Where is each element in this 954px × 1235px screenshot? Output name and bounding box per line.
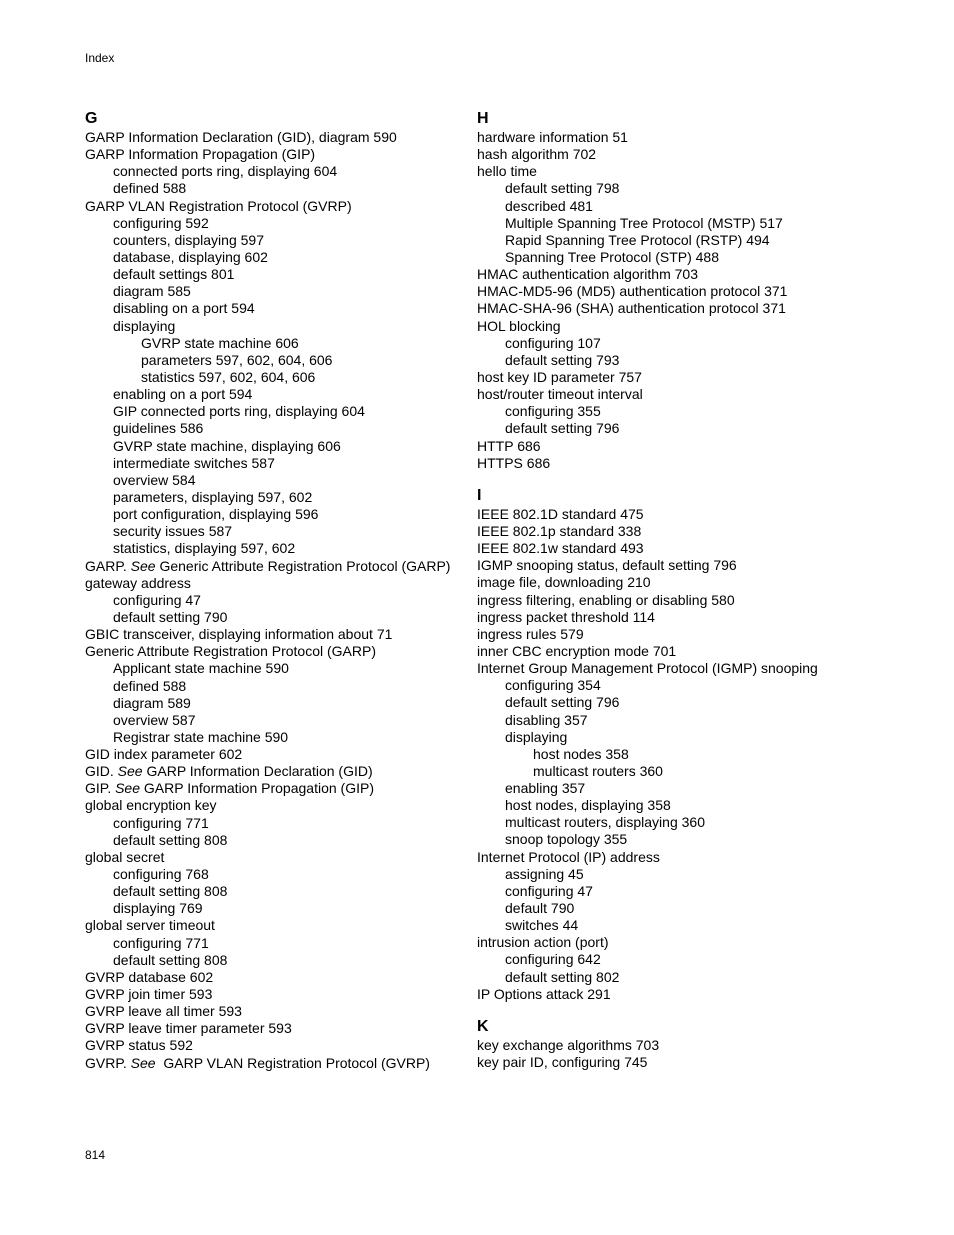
index-subentry: guidelines 586 [113,420,204,437]
entry-term: GVRP. [85,1054,131,1071]
index-entry [85,763,470,780]
index-subentry: intermediate switches 587 [113,454,275,471]
index-subentry: displaying [505,728,568,745]
index-entry: IEEE 802.1p standard 338 [477,522,642,539]
index-subentry: switches 44 [505,917,579,934]
index-subentry: enabling on a port 594 [113,386,253,403]
index-entry: IP Options attack 291 [477,985,611,1002]
index-subentry: defined 588 [113,677,187,694]
index-entry: hash algorithm 702 [477,146,597,163]
index-subentry: default setting 808 [113,831,228,848]
index-section [85,108,470,1072]
index-subentry: displaying [113,317,176,334]
index-subentry: described 481 [505,197,593,214]
entry-term: GIP. [85,780,116,797]
index-subentry: statistics, displaying 597, 602 [113,540,296,557]
index-entry: hardware information 51 [477,129,628,145]
index-entry: HMAC-MD5-96 (MD5) authentication protocol 371 [477,283,788,300]
index-subentry: GVRP state machine, displaying 606 [113,437,341,454]
index-subentry: configuring 592 [113,214,209,231]
index-subentry: displaying 769 [113,900,203,917]
index-subentry: multicast routers, displaying 360 [505,814,705,831]
index-subentry: default setting 790 [113,608,228,625]
index-entry: host/router timeout interval [477,386,643,403]
index-entry: Generic Attribute Registration Protocol (GARP) [85,643,377,660]
index-subentry: defined 588 [113,180,187,197]
see-target: GARP Information Declaration (GID) [142,763,373,780]
index-entry: Internet Protocol (IP) address [477,848,660,865]
see-reference: See [130,557,156,574]
index-subentry: enabling 357 [505,780,586,797]
index-subentry: Registrar state machine 590 [113,728,289,745]
index-subentry: assigning 45 [505,865,584,882]
index-entry: IEEE 802.1D standard 475 [477,505,644,522]
index-entry: HMAC-SHA-96 (SHA) authentication protocol 371 [477,300,786,317]
index-subentry: configuring 47 [505,882,593,899]
see-target: GARP Information Propagation (GIP) [140,780,374,797]
index-subentry: default setting 798 [505,180,620,197]
index-entry: GVRP database 602 [85,968,214,985]
index-subentry: default setting 808 [113,883,228,900]
index-subsubentry: GVRP state machine 606 [141,334,299,351]
index-subentry: configuring 354 [505,677,601,694]
index-subsubentry: host nodes 358 [533,745,629,762]
index-entry: HMAC authentication algorithm 703 [477,266,699,283]
index-subentry: Spanning Tree Protocol (STP) 488 [505,248,720,265]
index-subentry: configuring 768 [113,866,209,883]
section-letter: I [477,486,482,504]
index-entry: HTTPS 686 [477,454,551,471]
index-entry: host key ID parameter 757 [477,368,642,385]
index-subentry: Rapid Spanning Tree Protocol (RSTP) 494 [505,231,770,248]
index-subentry: configuring 642 [505,951,601,968]
index-subentry: default setting 796 [505,420,620,437]
index-entry: ingress packet threshold 114 [477,608,655,625]
index-entry: ingress rules 579 [477,625,584,642]
section-letter: K [477,1017,489,1035]
index-subentry: overview 587 [113,711,196,728]
index-subentry: configuring 355 [505,403,601,420]
index-subentry: security issues 587 [113,523,233,540]
index-entry: gateway address [85,574,191,591]
index-subentry: diagram 589 [113,694,191,711]
index-entry: global server timeout [85,917,215,934]
index-subentry: port configuration, displaying 596 [113,506,319,523]
index-subentry: configuring 47 [113,591,201,608]
index-entry [85,780,470,797]
index-subentry: parameters, displaying 597, 602 [113,488,313,505]
index-subentry: default settings 801 [113,266,235,283]
see-reference: See [117,763,143,780]
index-entry: HOL blocking [477,317,561,334]
index-subentry: connected ports ring, displaying 604 [113,163,338,180]
index-entry: GID index parameter 602 [85,746,243,763]
index-subentry: GIP connected ports ring, displaying 604 [113,403,365,420]
index-subentry: snoop topology 355 [505,831,628,848]
index-entry: GVRP leave all timer 593 [85,1003,242,1020]
index-section [477,108,897,472]
index-subentry: counters, displaying 597 [113,231,264,248]
index-subentry: configuring 107 [505,334,601,351]
index-entry: ingress filtering, enabling or disabling 580 [477,591,735,608]
index-entry: GARP Information Propagation (GIP) [85,146,316,163]
see-target: Generic Attribute Registration Protocol (GARP) [155,557,451,574]
section-letter: G [85,110,98,127]
index-subentry: disabling on a port 594 [113,300,255,317]
see-reference: See [115,780,141,797]
index-entry: GARP VLAN Registration Protocol (GVRP) [85,197,352,214]
index-entry: global secret [85,848,165,865]
index-subentry: configuring 771 [113,814,209,831]
index-subentry: default setting 802 [505,968,620,985]
index-column-right [477,108,897,1071]
index-subentry: default setting 793 [505,351,620,368]
see-reference: See [130,1054,156,1071]
index-subentry: Applicant state machine 590 [113,660,289,677]
index-entry: inner CBC encryption mode 701 [477,642,677,659]
index-entry: image file, downloading 210 [477,574,651,591]
index-entry: GVRP status 592 [85,1037,193,1054]
index-entry: hello time [477,163,537,180]
index-entry [85,558,470,575]
index-subentry: configuring 771 [113,934,209,951]
index-subsubentry: statistics 597, 602, 604, 606 [141,368,316,385]
index-subentry: database, displaying 602 [113,248,268,265]
index-subentry: diagram 585 [113,283,191,300]
index-subentry: overview 584 [113,471,196,488]
index-entry: IEEE 802.1w standard 493 [477,540,644,557]
running-head: Index [85,51,115,65]
index-entry: global encryption key [85,797,217,814]
index-entry: IGMP snooping status, default setting 796 [477,557,737,574]
index-section [477,1016,897,1071]
index-entry: GBIC transceiver, displaying information about 71 [85,626,393,643]
index-entry: key pair ID, configuring 745 [477,1054,648,1071]
index-subentry: default setting 808 [113,951,228,968]
index-subentry: default setting 796 [505,694,620,711]
index-entry: intrusion action (port) [477,934,609,951]
entry-term: GARP. [85,557,131,574]
entry-term: GID. [85,763,118,780]
index-section [477,485,897,1003]
index-subentry: Multiple Spanning Tree Protocol (MSTP) 517 [505,214,783,231]
index-entry: Internet Group Management Protocol (IGMP) snooping [477,660,818,677]
index-entry: GVRP leave timer parameter 593 [85,1020,292,1037]
see-target: GARP VLAN Registration Protocol (GVRP) [155,1054,430,1071]
index-subsubentry: multicast routers 360 [533,762,663,779]
index-column-left [85,108,470,1072]
index-entry: HTTP 686 [477,437,541,454]
index-entry: key exchange algorithms 703 [477,1036,660,1053]
index-subentry: disabling 357 [505,711,588,728]
index-entry [85,1055,470,1072]
index-entry: GVRP join timer 593 [85,986,213,1003]
index-subentry: default 790 [505,900,575,917]
section-letter: H [477,110,489,127]
index-subentry: host nodes, displaying 358 [505,797,671,814]
index-entry: GARP Information Declaration (GID), diagram 590 [85,129,397,145]
page-number: 814 [85,1148,106,1162]
index-subsubentry: parameters 597, 602, 604, 606 [141,351,333,368]
